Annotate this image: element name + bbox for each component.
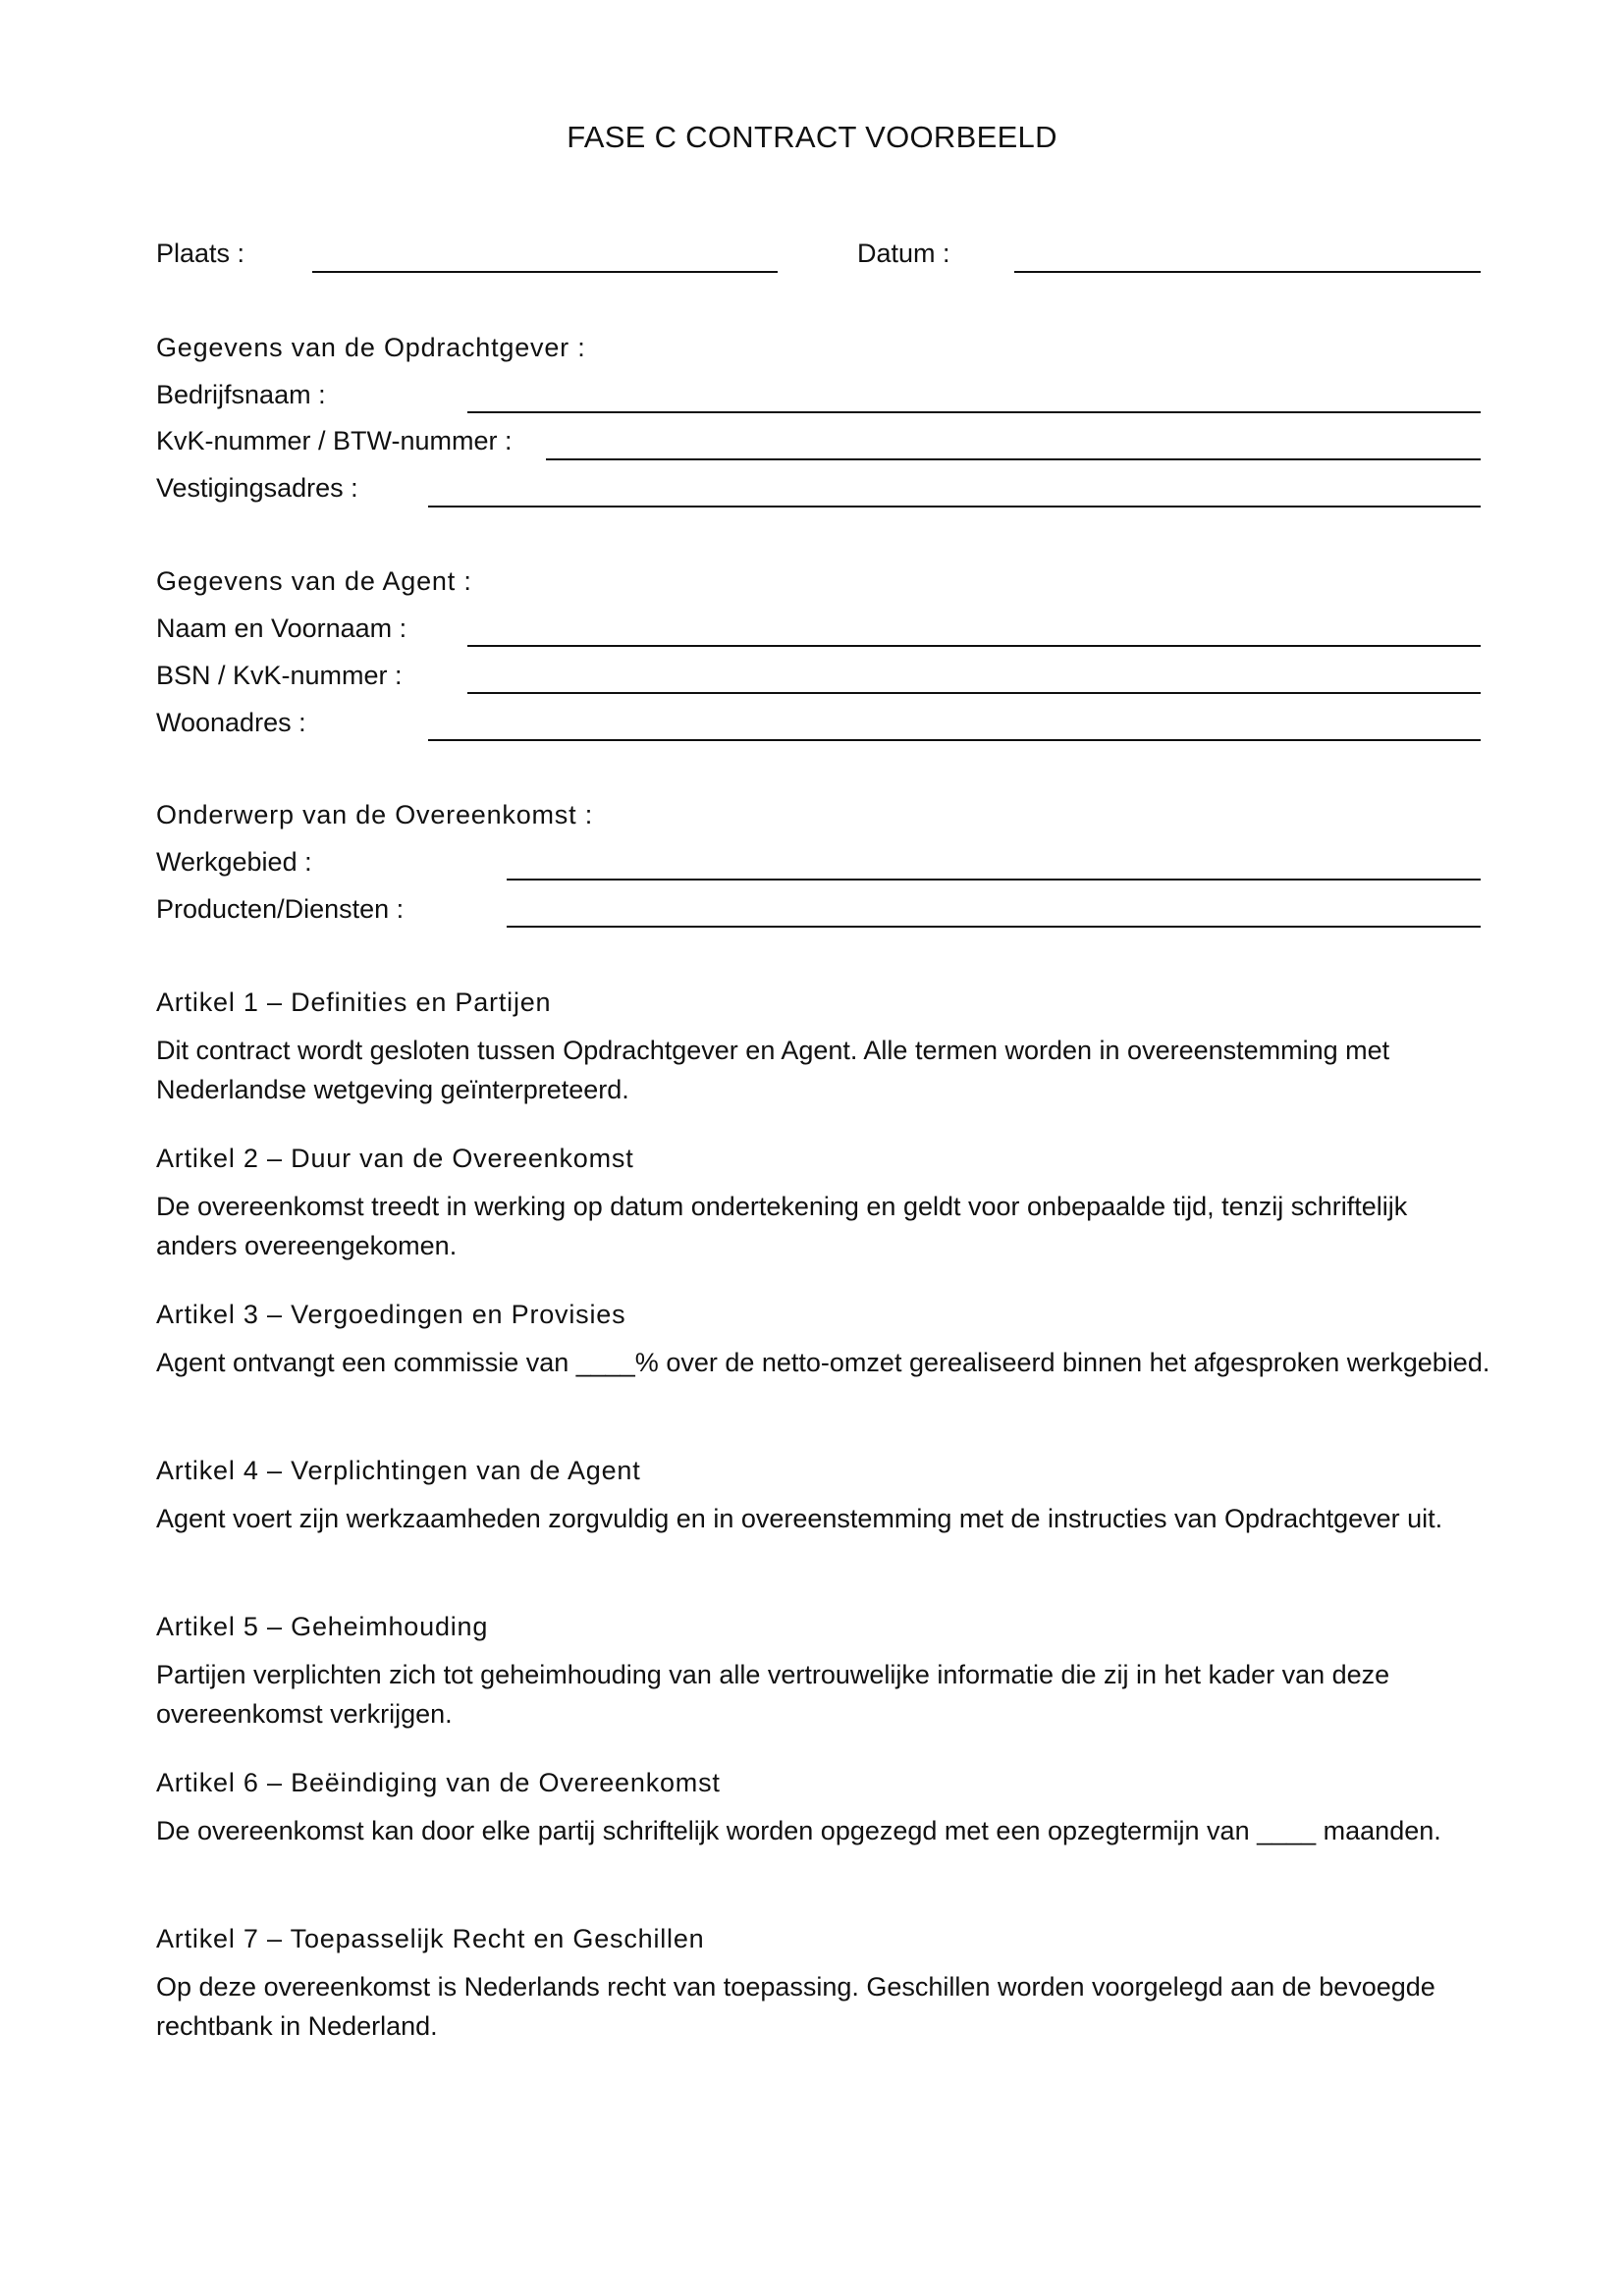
opdrachtgever-heading: Gegevens van de Opdrachtgever : [156, 333, 586, 362]
bsn-kvk-field[interactable] [467, 692, 1481, 694]
article-2-text: De overeenkomst treedt in werking op datum ondertekening en geldt voor onbepaalde tijd, tenzij schriftelijk anders overeengekomen. [156, 1192, 1408, 1260]
woonadres-field[interactable] [428, 739, 1481, 741]
producten-field[interactable] [507, 926, 1481, 928]
plaats-field[interactable] [312, 271, 778, 273]
datum-label: Datum : [857, 239, 950, 268]
vestigingsadres-label: Vestigingsadres : [156, 473, 358, 503]
bedrijfsnaam-label: Bedrijfsnaam : [156, 380, 326, 409]
vestigingsadres-field[interactable] [428, 506, 1481, 507]
document-title: FASE C CONTRACT VOORBEELD [567, 120, 1057, 154]
article-6-text: De overeenkomst kan door elke partij schriftelijk worden opgezegd met een opzegtermijn van ____ maanden. [156, 1816, 1441, 1845]
werkgebied-label: Werkgebied : [156, 847, 312, 877]
article-7-heading: Artikel 7 – Toepasselijk Recht en Geschillen [156, 1924, 705, 1953]
onderwerp-heading: Onderwerp van de Overeenkomst : [156, 800, 594, 829]
article-1-text: Dit contract wordt gesloten tussen Opdrachtgever en Agent. Alle termen worden in overeenstemming met Nederlandse wetgeving geïnterpreteerd. [156, 1036, 1390, 1104]
plaats-label: Plaats : [156, 239, 245, 268]
article-2-heading: Artikel 2 – Duur van de Overeenkomst [156, 1144, 634, 1173]
producten-label: Producten/Diensten : [156, 894, 405, 924]
kvk-btw-label: KvK-nummer / BTW-nummer : [156, 426, 513, 455]
naam-label: Naam en Voornaam : [156, 614, 407, 643]
bedrijfsnaam-field[interactable] [467, 411, 1481, 413]
article-5-heading: Artikel 5 – Geheimhouding [156, 1612, 489, 1641]
article-6-heading: Artikel 6 – Beëindiging van de Overeenkomst [156, 1768, 721, 1797]
article-4-heading: Artikel 4 – Verplichtingen van de Agent [156, 1456, 641, 1485]
woonadres-label: Woonadres : [156, 708, 306, 737]
naam-field[interactable] [467, 645, 1481, 647]
article-7-text: Op deze overeenkomst is Nederlands recht van toepassing. Geschillen worden voorgelegd aan de bevoegde rechtbank in Nederland. [156, 1972, 1435, 2041]
article-3-heading: Artikel 3 – Vergoedingen en Provisies [156, 1300, 626, 1329]
kvk-btw-field[interactable] [546, 458, 1481, 460]
article-4-text: Agent voert zijn werkzaamheden zorgvuldig en in overeenstemming met de instructies van Opdrachtgever uit. [156, 1504, 1443, 1533]
agent-heading: Gegevens van de Agent : [156, 566, 472, 596]
werkgebied-field[interactable] [507, 879, 1481, 881]
article-1-heading: Artikel 1 – Definities en Partijen [156, 988, 552, 1017]
article-5-text: Partijen verplichten zich tot geheimhouding van alle vertrouwelijke informatie die zij in het kader van deze overeenkomst verkrijgen. [156, 1660, 1390, 1729]
article-3-text: Agent ontvangt een commissie van ____% over de netto-omzet gerealiseerd binnen het afgesproken werkgebied. [156, 1348, 1490, 1377]
bsn-kvk-label: BSN / KvK-nummer : [156, 661, 403, 690]
datum-field[interactable] [1014, 271, 1481, 273]
